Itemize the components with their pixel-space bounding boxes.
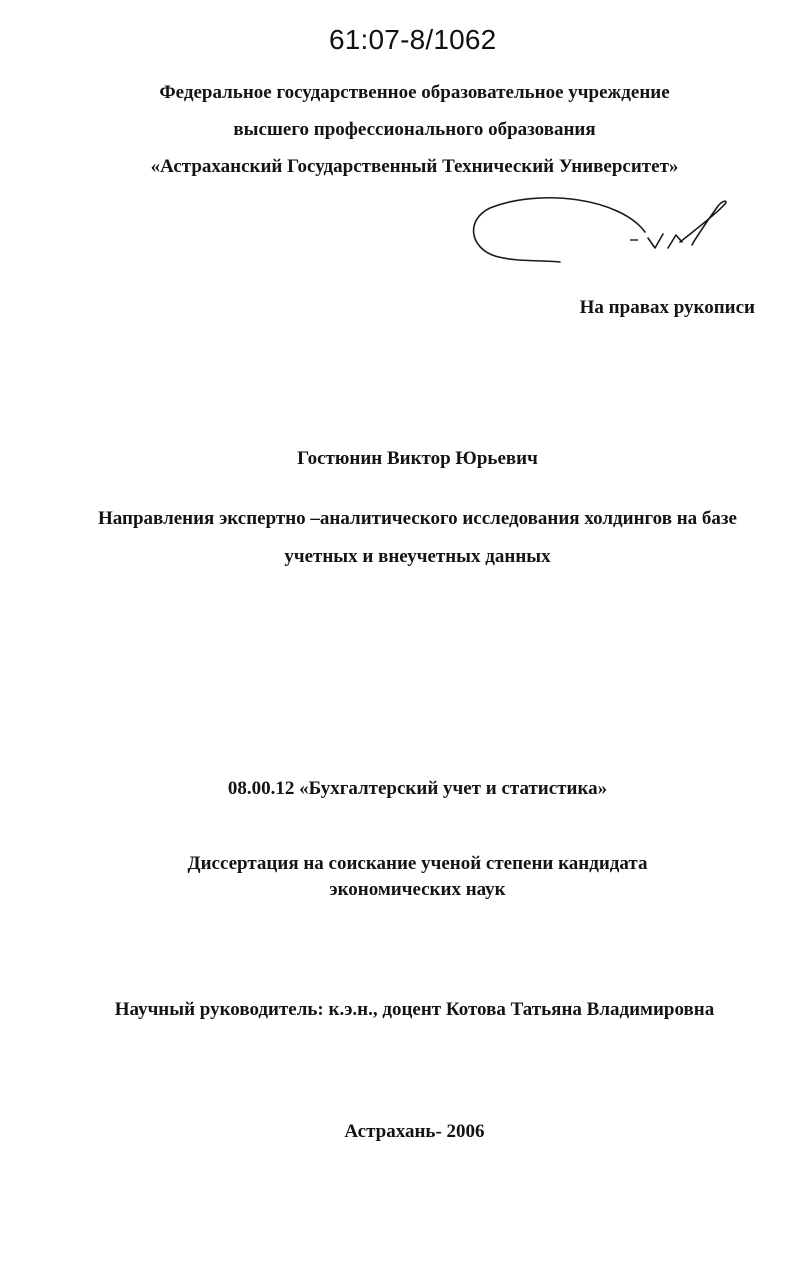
catalog-number: 61:07-8/1062 xyxy=(329,24,497,55)
signature-flourish-stroke xyxy=(680,201,726,245)
thesis-title-line-1: Направления экспертно –аналитического исследования холдингов на базе xyxy=(98,508,737,529)
organization-line-2: высшего профессионального образования xyxy=(233,119,596,140)
signature-icon xyxy=(470,190,740,280)
dissertation-line-2: экономических наук xyxy=(329,879,506,900)
organization-line-1: Федеральное государственное образовательное учреждение xyxy=(159,82,670,103)
author-name: Гостюнин Виктор Юрьевич xyxy=(297,448,538,469)
thesis-title-line-2: учетных и внеучетных данных xyxy=(284,546,551,567)
city-year: Астрахань- 2006 xyxy=(344,1121,485,1142)
dissertation-line-1: Диссертация на соискание ученой степени кандидата xyxy=(187,853,648,874)
organization-line-3: «Астраханский Государственный Технический Университет» xyxy=(150,156,679,177)
specialty: 08.00.12 «Бухгалтерский учет и статистика» xyxy=(227,778,608,799)
manuscript-note: На правах рукописи xyxy=(579,297,755,318)
signature-tail-stroke xyxy=(648,234,682,248)
signature-loop-stroke xyxy=(474,198,645,262)
scientific-advisor: Научный руководитель: к.э.н., доцент Котова Татьяна Владимировна xyxy=(114,999,715,1020)
